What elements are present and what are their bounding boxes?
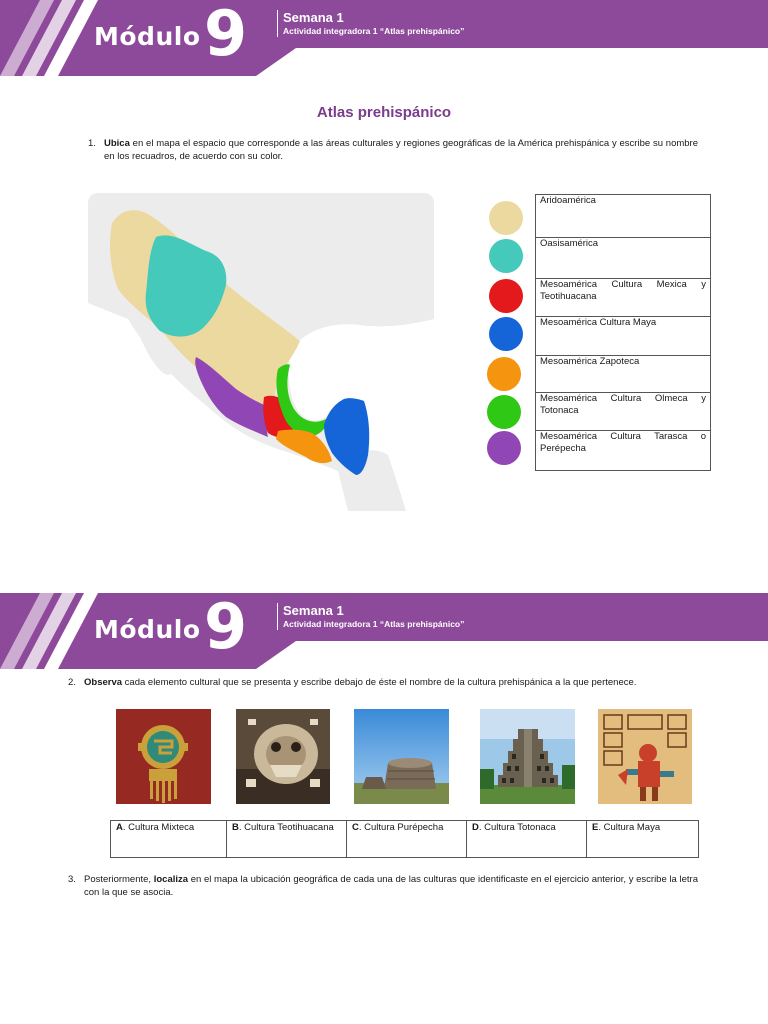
module-label: Módulo	[94, 615, 201, 644]
prehispanic-map	[88, 193, 434, 511]
question-1-verb: Ubica	[104, 138, 130, 149]
legend-table	[535, 194, 711, 471]
legend-dot-aridoamerica	[489, 201, 523, 235]
module-banner-bottom	[0, 590, 768, 669]
legend-cell-zapoteca[interactable]: Mesoamérica Zapoteca	[536, 356, 710, 393]
week-info	[277, 10, 464, 37]
photo-purepecha-yacata	[354, 709, 449, 804]
photo-maya-codex	[598, 709, 692, 804]
answer-letter: A	[116, 822, 123, 833]
question-3	[68, 873, 698, 899]
question-3-pre: Posteriormente,	[84, 874, 154, 885]
legend-dot-olmeca	[487, 395, 521, 429]
answer-letter: B	[232, 822, 239, 833]
answer-table	[110, 820, 699, 858]
question-2	[68, 676, 698, 689]
legend-cell-tarasca[interactable]: Mesoamérica Cultura Tarasca o Perépecha	[536, 431, 710, 471]
legend-cell-oasisamerica[interactable]: Oasisamérica	[536, 238, 710, 279]
photo-teotihuacan-serpent	[236, 709, 330, 804]
answer-text: . Cultura Maya	[598, 822, 661, 833]
week-label: Semana 1	[283, 10, 344, 25]
question-1-text: en el mapa el espacio que corresponde a las áreas culturales y regiones geográficas de la América prehispánica y escribe su nombre en los recuadros, de acuerdo con su color.	[104, 138, 698, 162]
question-2-text: cada elemento cultural que se presenta y escribe debajo de éste el nombre de la cultura prehispánica a la que pertenece.	[122, 677, 637, 688]
answer-letter: C	[352, 822, 359, 833]
answer-cell-d[interactable]	[467, 821, 587, 857]
question-1	[88, 137, 698, 163]
module-number: 9	[204, 590, 248, 663]
legend-cell-olmeca[interactable]: Mesoamérica Cultura Olmeca y Totonaca	[536, 393, 710, 431]
activity-label: Actividad integradora 1 “Atlas prehispánico”	[283, 26, 465, 36]
question-3-verb: localiza	[153, 874, 189, 885]
legend-dot-maya	[489, 317, 523, 351]
legend-cell-mexica[interactable]: Mesoamérica Cultura Mexica y Teotihuacana	[536, 279, 710, 317]
question-3-number: 3.	[68, 874, 76, 885]
legend-dot-mexica	[489, 279, 523, 313]
answer-letter: E	[592, 822, 599, 833]
legend-dot-zapoteca	[487, 357, 521, 391]
answer-letter: D	[472, 822, 479, 833]
week-info	[277, 603, 464, 630]
legend-dot-tarasca	[487, 431, 521, 465]
answer-cell-b[interactable]	[227, 821, 347, 857]
question-1-number: 1.	[88, 138, 96, 149]
legend-cell-maya[interactable]: Mesoamérica Cultura Maya	[536, 317, 710, 356]
module-banner-top	[0, 0, 768, 76]
page-title: Atlas prehispánico	[316, 104, 452, 121]
answer-cell-c[interactable]	[347, 821, 467, 857]
answer-text: . Cultura Totonaca	[478, 822, 556, 833]
module-number: 9	[204, 0, 248, 70]
answer-cell-a[interactable]	[111, 821, 227, 857]
module-label: Módulo	[94, 22, 201, 51]
legend-cell-aridoamerica[interactable]: Aridoamérica	[536, 195, 710, 238]
answer-text: . Cultura Teotihuacana	[238, 822, 334, 833]
photo-mixteca-pendant	[116, 709, 211, 804]
question-2-number: 2.	[68, 677, 76, 688]
question-2-verb: Observa	[84, 677, 123, 688]
question-3-text: en el mapa la ubicación geográfica de cada una de las culturas que identificaste en el ejercicio anterior, y escribe la letra con la que se asocia.	[84, 874, 698, 898]
answer-text: . Cultura Purépecha	[358, 822, 444, 833]
photo-totonaca-tajin	[480, 709, 575, 804]
answer-cell-e[interactable]	[587, 821, 698, 857]
legend-dot-oasisamerica	[489, 239, 523, 273]
activity-label: Actividad integradora 1 “Atlas prehispánico”	[283, 619, 465, 629]
answer-text: . Cultura Mixteca	[122, 822, 195, 833]
week-label: Semana 1	[283, 603, 344, 618]
